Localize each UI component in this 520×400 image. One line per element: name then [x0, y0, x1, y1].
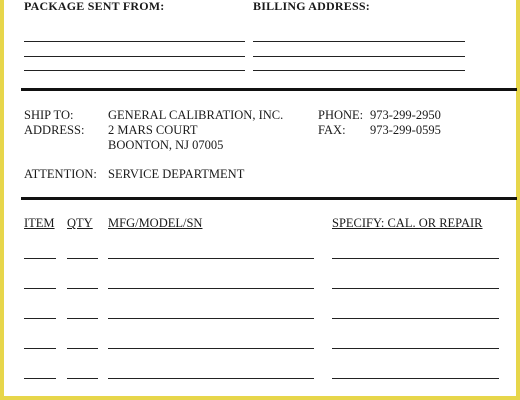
- item-field-row-1[interactable]: [24, 258, 56, 259]
- attention-label: ATTENTION:: [24, 167, 97, 181]
- address-label: ADDRESS:: [24, 123, 85, 137]
- billing-address-heading: BILLING ADDRESS:: [253, 0, 370, 13]
- billing-line-1[interactable]: [253, 41, 465, 42]
- item-field-row-4[interactable]: [24, 348, 56, 349]
- item-column-header: ITEM: [24, 216, 55, 230]
- attention-value: SERVICE DEPARTMENT: [108, 167, 245, 181]
- specify-field-row-1[interactable]: [332, 258, 499, 259]
- phone-number: 973-299-2950: [370, 108, 441, 122]
- mfg-model-sn-column-header: MFG/MODEL/SN: [108, 216, 203, 230]
- specify-column-header: SPECIFY: CAL. OR REPAIR: [332, 216, 483, 230]
- qty-column-header: QTY: [67, 216, 93, 230]
- sender-line-2[interactable]: [24, 56, 245, 57]
- sender-line-1[interactable]: [24, 41, 245, 42]
- mfg-field-row-2[interactable]: [108, 288, 314, 289]
- mfg-field-row-1[interactable]: [108, 258, 314, 259]
- mfg-field-row-5[interactable]: [108, 378, 314, 379]
- section-divider-1: [21, 88, 517, 91]
- qty-field-row-2[interactable]: [67, 288, 98, 289]
- phone-label: PHONE:: [318, 108, 364, 122]
- mfg-field-row-4[interactable]: [108, 348, 314, 349]
- mfg-field-row-3[interactable]: [108, 318, 314, 319]
- specify-field-row-2[interactable]: [332, 288, 499, 289]
- city-state-zip: BOONTON, NJ 07005: [108, 138, 224, 152]
- qty-field-row-4[interactable]: [67, 348, 98, 349]
- item-field-row-3[interactable]: [24, 318, 56, 319]
- section-divider-2: [21, 197, 517, 200]
- item-field-row-2[interactable]: [24, 288, 56, 289]
- fax-number: 973-299-0595: [370, 123, 441, 137]
- package-sent-from-heading: PACKAGE SENT FROM:: [24, 0, 165, 13]
- qty-field-row-3[interactable]: [67, 318, 98, 319]
- fax-label: FAX:: [318, 123, 346, 137]
- billing-line-3[interactable]: [253, 70, 465, 71]
- specify-field-row-5[interactable]: [332, 378, 499, 379]
- street-address: 2 MARS COURT: [108, 123, 198, 137]
- company-name: GENERAL CALIBRATION, INC.: [108, 108, 284, 122]
- billing-line-2[interactable]: [253, 56, 465, 57]
- qty-field-row-5[interactable]: [67, 378, 98, 379]
- sender-line-3[interactable]: [24, 70, 245, 71]
- specify-field-row-4[interactable]: [332, 348, 499, 349]
- ship-to-label: SHIP TO:: [24, 108, 74, 122]
- qty-field-row-1[interactable]: [67, 258, 98, 259]
- specify-field-row-3[interactable]: [332, 318, 499, 319]
- item-field-row-5[interactable]: [24, 378, 56, 379]
